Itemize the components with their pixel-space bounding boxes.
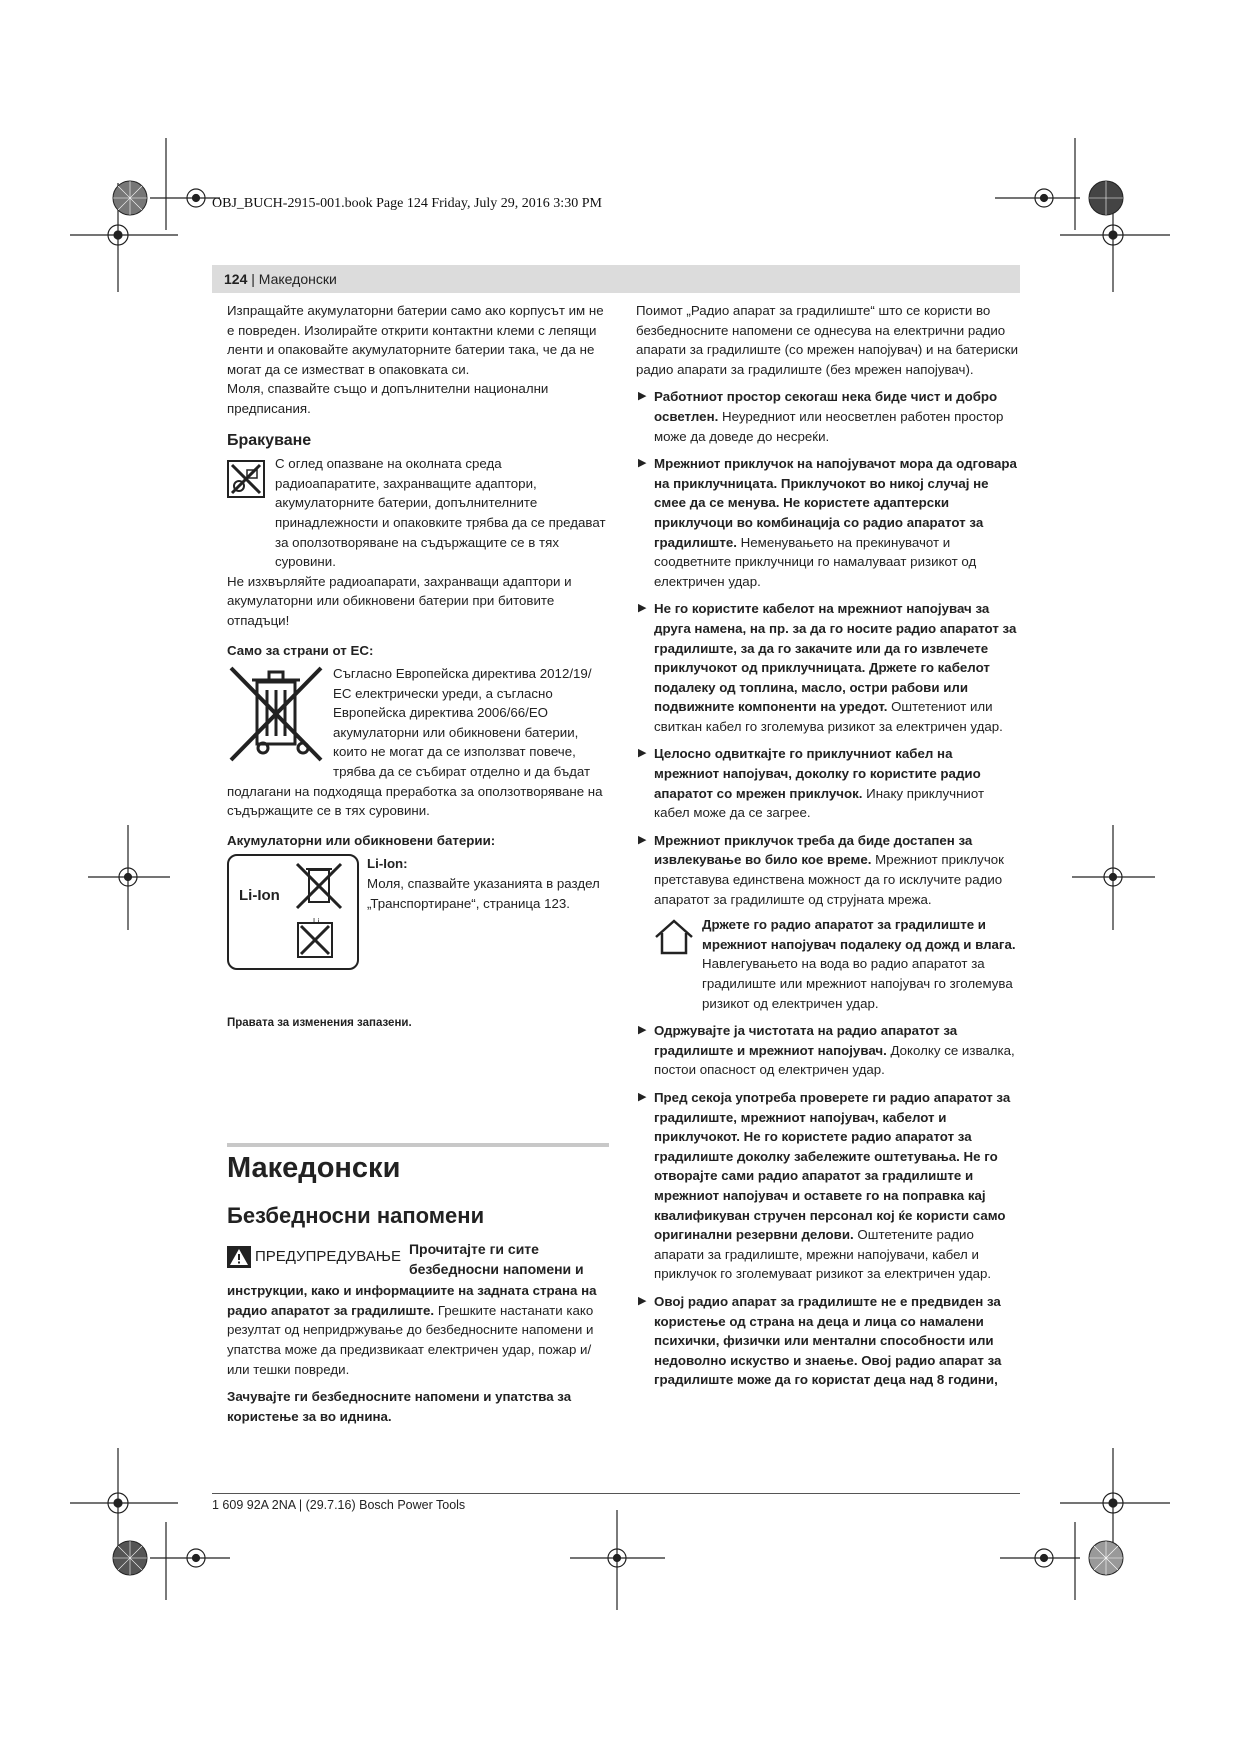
left-column: [227, 301, 609, 1034]
li-small-label: Li: [313, 917, 320, 927]
indoor-use-house-icon: [654, 919, 694, 955]
intro-paragraph-2: Моля, спазвайте също и допълнителни национални предписания.: [227, 381, 549, 416]
page-number: 124: [224, 271, 248, 287]
print-info-line: OBJ_BUCH-2915-001.book Page 124 Friday, July 29, 2016 3:30 PM: [212, 196, 602, 211]
bullet-item: ▶ Мрежниот приклучок на напојувачот мора да одговара на приклучницата. Приклучокот во никој случај не смее да се менува. Не користете адаптерски приклучоци во комбинација со радио апаратот за градилиште. Неменувањето на прекинувачот и соодветните приклучници го намалуваат ризикот од електричен удар.: [638, 456, 1017, 589]
eu-heading: Само за страни от ЕС:: [227, 642, 374, 658]
crossed-bin-small-icon: [293, 860, 345, 916]
crossed-bin-icon: [227, 664, 327, 768]
disposal-text: С оглед опазване на околната среда радиоапаратите, захранващите адаптори, акумулаторните батерии, допълнителните принадлежности и опаковките трябва да се предават за оползотворяване на съдържащите се в тях суровини.: [275, 456, 606, 570]
warning-badge: [227, 1246, 401, 1268]
header-language: Македонски: [258, 271, 337, 287]
disposal-heading: Бракуване: [227, 431, 312, 449]
house-warning: Држете го радио апаратот за градилиште и мрежниот напојувач подалеку од дожд и влага. Навлегувањето на вода во радио апаратот за градилиште или мрежниот напојувач го зголемува ризикот од електричен удар.: [702, 917, 1016, 1011]
section-title-macedonian: Македонски: [227, 1152, 401, 1184]
footer-text: 1 609 92A 2NA | (29.7.16) Bosch Power Tools: [212, 1498, 466, 1512]
safety-notes-title: Безбедносни напомени: [227, 1203, 485, 1228]
bullet-item: ▶ Пред секоја употреба проверете ги радио апаратот за градилиште, мрежниот напојувач, кабелот и приклучокот. Не го користете радио апаратот за градилиште доколку забележите оштетувања. Не го отворајте сами радио апаратот за градилиште и мрежниот напојувач и оставете го на поправка кај квалификуван стручен персонал кој ќе користи само оригинални резервни делови. Оштетените радио апарати за градилиште, мрежни напојувачи, кабел и приклучок го зголемуваат ризикот за електричен удар.: [638, 1089, 1011, 1282]
disposal-text-2: Не изхвърляйте радиоапарати, захранващи адаптори и акумулаторни или обикновени батерии при битовите отпадъци!: [227, 573, 572, 628]
recycle-small-icon: [297, 922, 333, 958]
liion-heading: Li-Ion:: [367, 856, 408, 872]
warning-triangle-icon: [227, 1246, 251, 1268]
section-rule: [227, 1143, 609, 1147]
keep-instructions: Зачувајте ги безбедносните напомени и упатства за користење за во иднина.: [227, 1389, 572, 1424]
right-column: [636, 301, 1020, 1390]
liion-label: Li-Ion: [239, 887, 280, 905]
bullet-item: ▶ Овој радио апарат за градилиште не е предвиден за користење од страна на деца и лица со намалени психички, физички или ментални способности или недоволно искуство и знаење. Овој радио апарат за градилиште може да го користат деца над 8 години,: [638, 1293, 1002, 1388]
bullet-item: ▶ Одржувајте ја чистотата на радио апаратот за градилиште и мрежниот напојувач. Доколку се извалка, постои опасност од електричен удар.: [638, 1023, 1015, 1078]
liion-symbol-box: [227, 854, 359, 970]
bullet-item: ▶ Целосно одвиткајте го приклучниот кабел на мрежниот напојувач, доколку го користите радио апаратот со мрежен приклучок. Инаку приклучниот кабел може да се загрее.: [638, 746, 985, 821]
warning-label: ПРЕДУПРЕДУВАЊЕ: [255, 1248, 401, 1266]
page-header: 124 | Македонски: [212, 265, 1020, 293]
eu-directive-text: Съгласно Европейска директива 2012/19/ЕС електрически уреди, а съгласно Европейска директива 2006/66/ЕО акумулаторни или обикновени батерии, които не могат да се използват повече, трябва да се събират отделно и да бъдат подлагани на подходяща преработка за оползотворяване на съдържащите се в тях суровини.: [227, 666, 603, 819]
intro-paragraph-1: Изпращайте акумулаторни батерии само ако корпусът им не е повреден. Изолирайте открити контактни клеми с лепящи ленти и опаковайте акумулаторните батерии така, че да не могат да се изместват в опаковката си.: [227, 303, 604, 377]
bullet-item: ▶ Мрежниот приклучок треба да биде достапен за извлекување во било кое време. Мрежниот приклучок претставува единствена можност да го исклучите радио апаратот за градилиште од струјната мрежа.: [638, 832, 1004, 907]
battery-heading: Акумулаторни или обикновени батерии:: [227, 832, 496, 848]
warning-bold-text: инструкции, како и информациите на задната страна на радио апаратот за градилиште.: [227, 1283, 597, 1318]
bullet-item: ▶ Работниот простор секогаш нека биде чист и добро осветлен. Неуредниот или неосветлен работен простор може да доведе до несреќи.: [638, 389, 1004, 444]
warning-normal-text: Грешките настанати како резултат од непридржување до безбедносните напомени и упатства може да предизвикаат електричен удар, пожар и/или тешки повреди.: [227, 1302, 594, 1377]
footer-rule: [212, 1493, 1020, 1494]
liion-text: Моля, спазвайте указанията в раздел „Транспортиране“, страница 123.: [367, 876, 600, 911]
rights-reserved: Правата за изменения запазени.: [227, 1017, 412, 1030]
recycle-box-icon: [227, 454, 267, 572]
right-intro: Поимот „Радио апарат за градилиште“ што се користи во безбедносните напомени се однесува на електрични радио апарати за градилиште (со мрежен напојувач) и на батериски радио апарати за градилиште (без мрежен напојувач).: [636, 303, 1019, 377]
warning-block: [227, 1240, 609, 1426]
warning-lead: Прочитајте ги сите безбедносни напомени и: [408, 1241, 584, 1277]
bullet-item: ▶ Не го користите кабелот на мрежниот напојувач за друга намена, на пр. за да го носите радио апаратот за градилиште, за да го закачите или да го извлечете приклучокот од приклучницата. Држете го кабелот подалеку од топлина, масло, остри рабови или подвижните компоненти на уредот. Оштетениот или свиткан кабел го зголемува ризикот за електричен удар.: [638, 601, 1017, 734]
